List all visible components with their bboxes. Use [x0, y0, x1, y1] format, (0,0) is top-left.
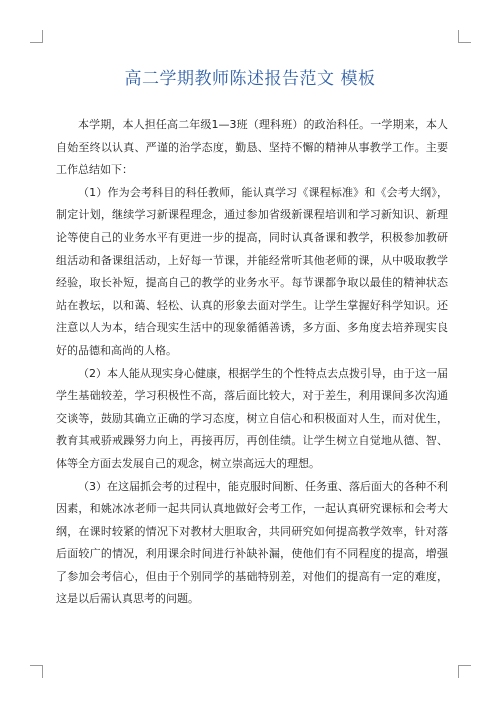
- crop-mark-top-right: [458, 30, 471, 43]
- paragraph-intro: 本学期，本人担任高二年级1—3班（理科班）的政治科任。一学期来，本人自始至终以认真、严谨的治学态度，勤恳、坚持不懈的精神从事教学工作。主要工作总结如下：: [56, 118, 448, 177]
- document-body: [56, 114, 448, 611]
- paragraph-1: （1）作为会考科目的科任教师，能认真学习《课程标准》和《会考大纲》，制定计划，继续学习新课程理念，通过参加省级新课程培训和学习新知识、新理论等使自己的业务水平有更进一步的提高，同时认真备课和教学，积极参加教研组活动和备课组活动，上好每一节课，并能经常听其他老师的课，从中吸取教学经验，取长补短，提高自己的教学的业务水平。每节课都争取以最佳的精神状态站在教坛，以和蔼、轻松、认真的形象去面对学生。让学生掌握好科学知识。还注意以人为本，结合现实生活中的现象循循善诱，多方面、多角度去培养现实良好的品德和高尚的人格。: [56, 185, 448, 357]
- crop-mark-bottom-left: [30, 665, 43, 678]
- crop-mark-top-left: [30, 30, 43, 43]
- crop-mark-bottom-right: [458, 665, 471, 678]
- paragraph-2: （2）本人能从现实身心健康，根据学生的个性特点去点拨引导，由于这一届学生基础较差，学习积极性不高，落后面比较大，对于差生，利用课间多次沟通交谈等，鼓励其确立正确的学习态度，树立自信心和积极面对人生，而对优生，教育其戒骄戒躁努力向上，再接再厉，再创佳绩。让学生树立自觉地从德、智、体等全方面去发展自己的观念，树立崇高远大的理想。: [56, 366, 448, 470]
- paragraph-3: （3）在这届抓会考的过程中，能克服时间断、任务重、落后面大的各种不利因素，和姚冰冰老师一起共同认真地做好会考工作，一起认真研究课标和会考大纲，在课时较紧的情况下对教材大胆取舍，共同研究如何提高教学效率，针对落后面较广的情况，利用课余时间进行补缺补漏，使他们有不同程度的提高，增强了参加会考信心，但由于个别同学的基础特别差，对他们的提高有一定的难度，这是以后需认真思考的问题。: [56, 479, 448, 606]
- document-title: 高二学期教师陈述报告范文 模板: [124, 69, 376, 89]
